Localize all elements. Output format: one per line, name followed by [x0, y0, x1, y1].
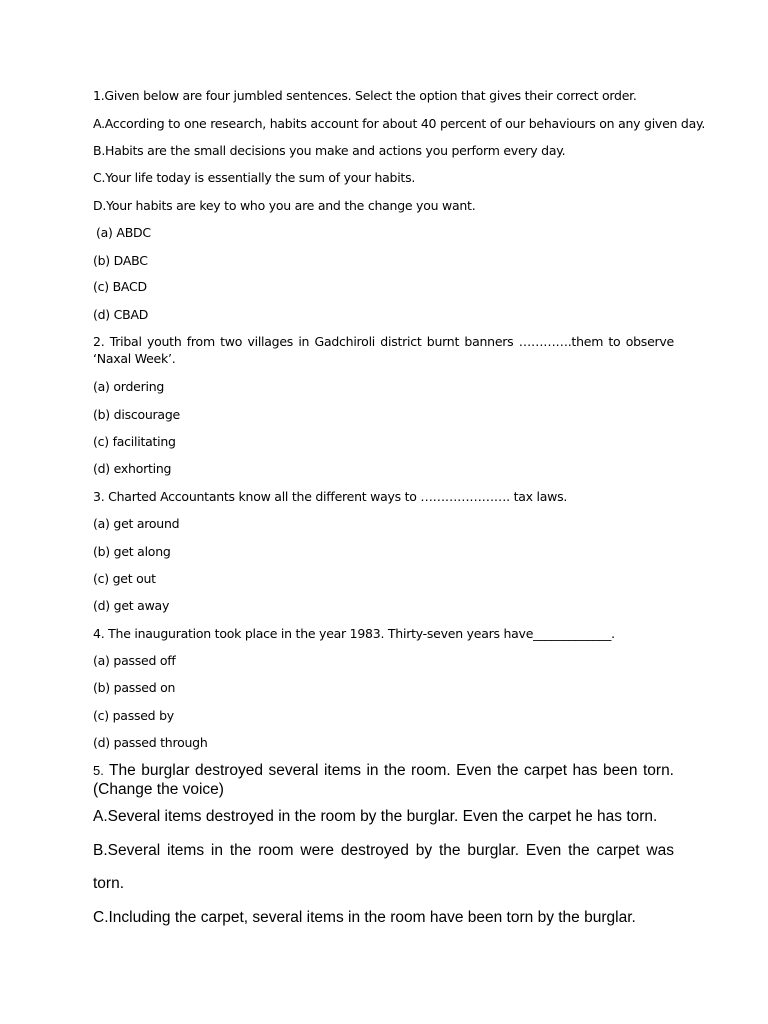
question-2-text: 2. Tribal youth from two villages in Gadchiroli district burnt banners ………….them to observe ‘Naxal Week’. — [93, 334, 674, 366]
question-1-text: 1.Given below are four jumbled sentences. Select the option that gives their correct order. — [93, 88, 637, 103]
document-page — [93, 0, 706, 1024]
q5-option-c: C.Including the carpet, several items in the room have been torn by the burglar. — [93, 909, 636, 926]
q1-option-b: (b) DABC — [93, 253, 148, 268]
question-5-number: 5. — [93, 763, 104, 778]
q5-option-b-line2: torn. — [93, 875, 125, 892]
question-5-body: The burglar destroyed several items in the room. Even the carpet has been torn. (Change the voice) — [93, 762, 674, 798]
sentence-d: D.Your habits are key to who you are and the change you want. — [93, 198, 476, 213]
question-5-text — [93, 761, 674, 799]
q2-option-a: (a) ordering — [93, 379, 165, 394]
q3-option-d: (d) get away — [93, 598, 170, 613]
question-3-text: 3. Charted Accountants know all the different ways to …………………. tax laws. — [93, 489, 568, 504]
q3-option-a: (a) get around — [93, 516, 180, 531]
sentence-c: C.Your life today is essentially the sum of your habits. — [93, 170, 416, 185]
sentence-b: B.Habits are the small decisions you make and actions you perform every day. — [93, 143, 566, 158]
q2-option-d: (d) exhorting — [93, 461, 172, 476]
q5-option-a: A.Several items destroyed in the room by the burglar. Even the carpet he has torn. — [93, 808, 658, 825]
q1-option-c: (c) BACD — [93, 279, 147, 294]
q1-option-a: (a) ABDC — [96, 225, 151, 240]
q1-option-d: (d) CBAD — [93, 307, 149, 322]
question-4-text: 4. The inauguration took place in the year 1983. Thirty-seven years have_____________. — [93, 626, 615, 641]
q4-option-d: (d) passed through — [93, 735, 208, 750]
q5-option-b-line1: B.Several items in the room were destroyed by the burglar. Even the carpet was — [93, 842, 674, 859]
q2-option-b: (b) discourage — [93, 407, 180, 422]
sentence-a: A.According to one research, habits account for about 40 percent of our behaviours on any given day. — [93, 116, 706, 131]
q3-option-c: (c) get out — [93, 571, 156, 586]
q2-option-c: (c) facilitating — [93, 434, 176, 449]
q4-option-a: (a) passed off — [93, 653, 176, 668]
q3-option-b: (b) get along — [93, 544, 171, 559]
q4-option-b: (b) passed on — [93, 680, 176, 695]
q4-option-c: (c) passed by — [93, 708, 174, 723]
